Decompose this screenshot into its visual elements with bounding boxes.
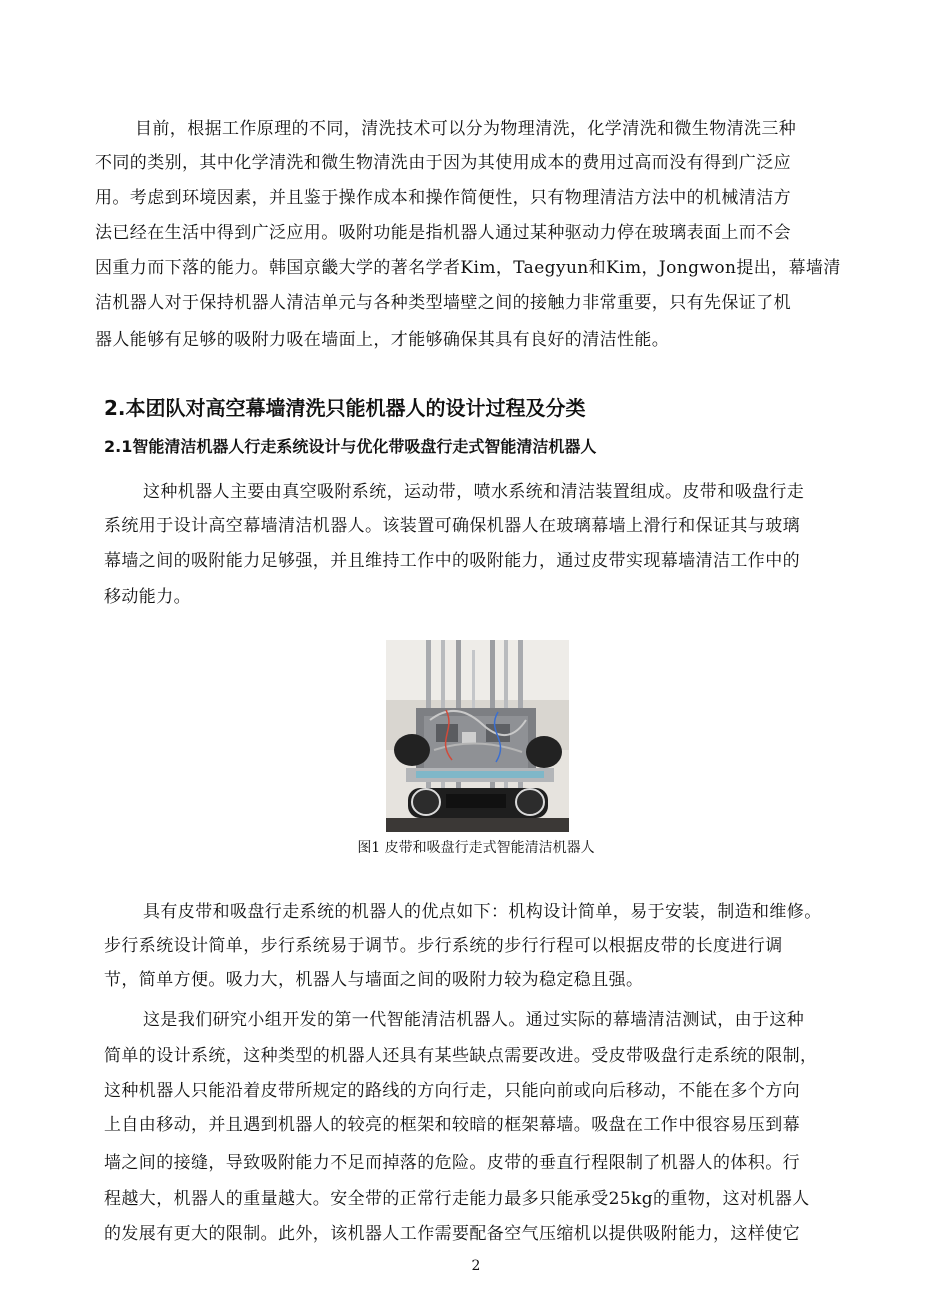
paragraph1-line-5: 因重力而下落的能力。韩国京畿大学的著名学者Kim，Taegyun和Kim，Jongwon提出，幕墙清 — [95, 258, 841, 278]
paragraph2-line-4: 移动能力。 — [104, 587, 191, 607]
figure-caption: 图1 皮带和吸盘行走式智能清洁机器人 — [357, 840, 595, 856]
paragraph2-line-2: 系统用于设计高空幕墙清洁机器人。该装置可确保机器人在玻璃幕墙上滑行和保证其与玻璃 — [104, 516, 800, 536]
paragraph1-line-6: 洁机器人对于保持机器人清洁单元与各种类型墙壁之间的接触力非常重要，只有先保证了机 — [95, 293, 791, 313]
paragraph3-line-3: 节，简单方便。吸力大，机器人与墙面之间的吸附力较为稳定稳且强。 — [104, 970, 644, 990]
paragraph4-line-7: 的发展有更大的限制。此外，该机器人工作需要配备空气压缩机以提供吸附能力，这样使它 — [104, 1224, 800, 1244]
paragraph2-line-1: 这种机器人主要由真空吸附系统，运动带，喷水系统和清洁装置组成。皮带和吸盘行走 — [143, 482, 805, 502]
paragraph2-line-3: 幕墙之间的吸附能力足够强，并且维持工作中的吸附能力，通过皮带实现幕墙清洁工作中的 — [104, 551, 800, 571]
paragraph4-line-3: 这种机器人只能沿着皮带所规定的路线的方向行走，只能向前或向后移动，不能在多个方向 — [104, 1081, 800, 1101]
robot-photo-drawing — [386, 640, 569, 832]
paragraph1-line-3: 用。考虑到环境因素，并且鉴于操作成本和操作简便性，只有物理清洁方法中的机械清洁方 — [95, 188, 791, 208]
paragraph3-line-2: 步行系统设计简单，步行系统易于调节。步行系统的步行行程可以根据皮带的长度进行调 — [104, 936, 783, 956]
page-number: 2 — [471, 1258, 481, 1274]
paragraph1-line-7: 器人能够有足够的吸附力吸在墙面上，才能够确保其具有良好的清洁性能。 — [95, 330, 670, 350]
paragraph3-line-1: 具有皮带和吸盘行走系统的机器人的优点如下：机构设计简单，易于安装，制造和维修。 — [143, 902, 822, 922]
paragraph4-line-5: 墙之间的接缝，导致吸附能力不足而掉落的危险。皮带的垂直行程限制了机器人的体积。行 — [104, 1153, 800, 1173]
robot-photo — [386, 640, 569, 832]
paragraph4-line-6: 程越大，机器人的重量越大。安全带的正常行走能力最多只能承受25kg的重物，这对机器人 — [104, 1189, 810, 1209]
paragraph1-line-2: 不同的类别，其中化学清洗和微生物清洗由于因为其使用成本的费用过高而没有得到广泛应 — [95, 153, 791, 173]
subsection-heading: 2.1智能清洁机器人行走系统设计与优化带吸盘行走式智能清洁机器人 — [104, 437, 597, 456]
section-heading: 2.本团队对高空幕墙清洗只能机器人的设计过程及分类 — [104, 396, 586, 420]
paragraph1-line-4: 法已经在生活中得到广泛应用。吸附功能是指机器人通过某种驱动力停在玻璃表面上而不会 — [95, 223, 791, 243]
paragraph1-line-1: 目前，根据工作原理的不同，清洗技术可以分为物理清洗，化学清洗和微生物清洗三种 — [135, 119, 797, 139]
paragraph4-line-1: 这是我们研究小组开发的第一代智能清洁机器人。通过实际的幕墙清洁测试，由于这种 — [143, 1010, 805, 1030]
paragraph4-line-2: 简单的设计系统，这种类型的机器人还具有某些缺点需要改进。受皮带吸盘行走系统的限制， — [104, 1046, 818, 1066]
paragraph4-line-4: 上自由移动，并且遇到机器人的较亮的框架和较暗的框架幕墙。吸盘在工作中很容易压到幕 — [104, 1115, 800, 1135]
